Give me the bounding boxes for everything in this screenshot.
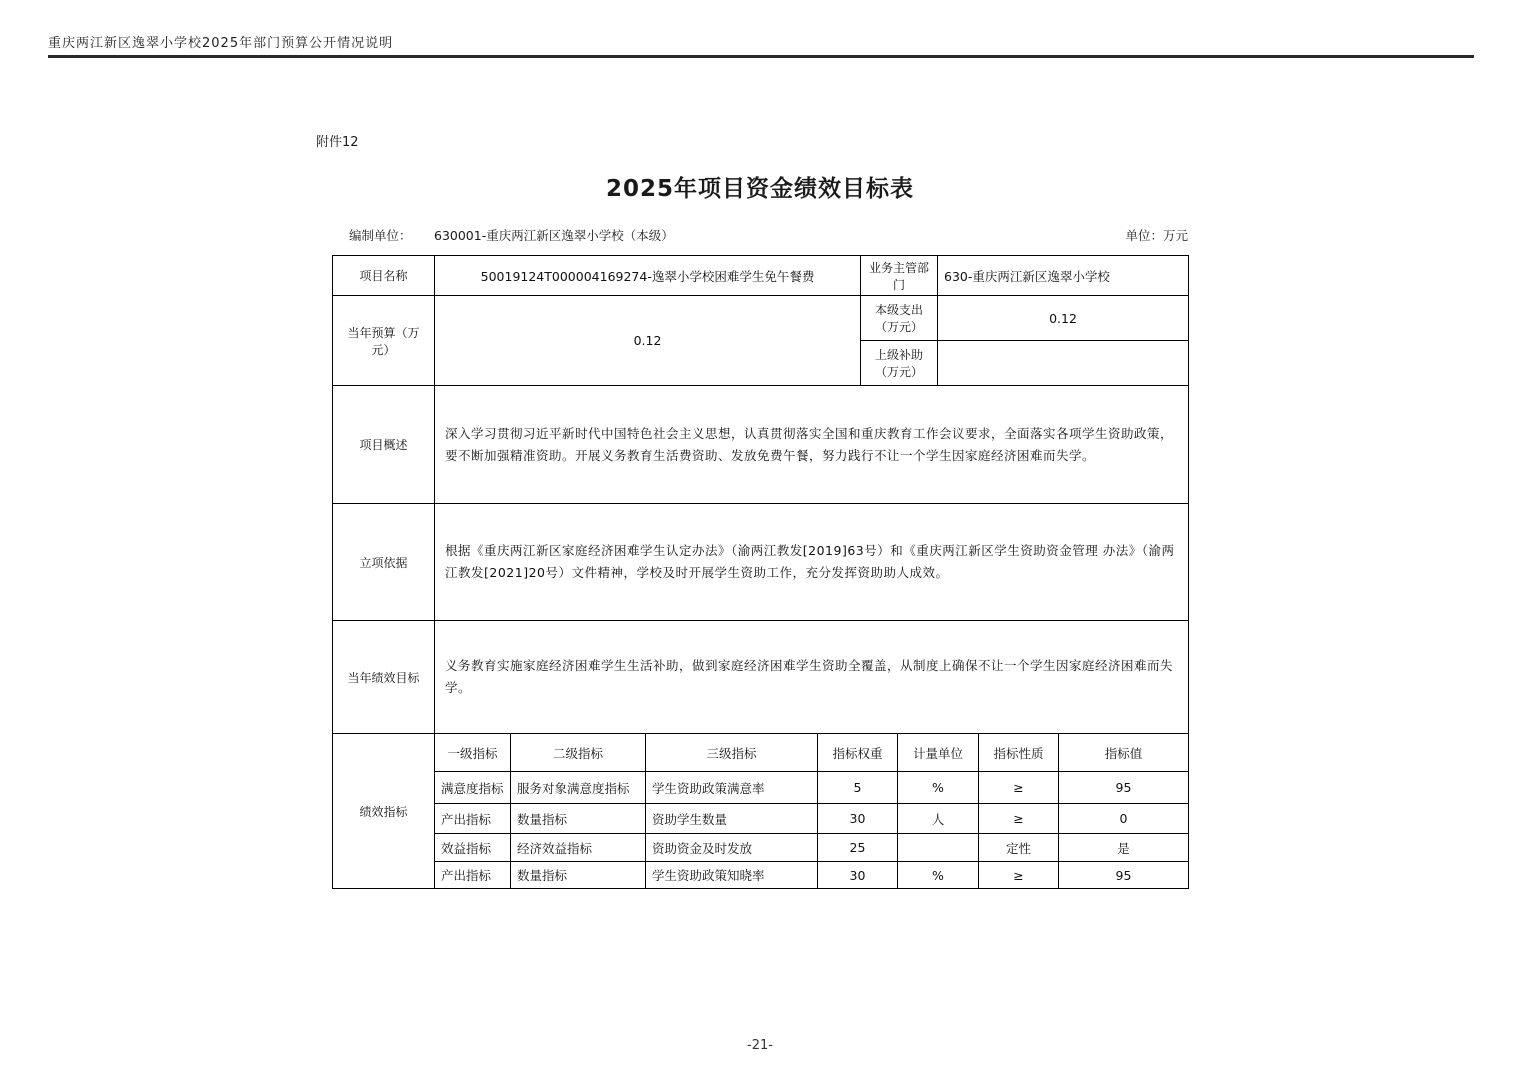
indicator-cell: 资助学生数量 [646,804,818,834]
overview-label: 项目概述 [333,386,435,504]
budget-label: 当年预算（万元） [333,296,435,386]
indicator-cell: 是 [1059,834,1189,862]
table-row [333,504,1189,621]
indicator-cell: 0 [1059,804,1189,834]
goal-label: 当年绩效目标 [333,621,435,734]
indicator-cell: ≥ [979,862,1059,889]
indicator-cell: ≥ [979,804,1059,834]
indicator-cell: 服务对象满意度指标 [511,772,646,804]
indicator-cell: % [898,772,979,804]
table-row [333,296,1189,341]
table-row [333,256,1189,296]
indicator-header-level2: 二级指标 [511,734,646,772]
indicator-cell: 30 [818,862,898,889]
indicator-cell: 5 [818,772,898,804]
indicator-cell [898,834,979,862]
indicator-row [333,772,1189,804]
indicator-cell: 资助资金及时发放 [646,834,818,862]
indicator-header-level1: 一级指标 [435,734,511,772]
indicator-cell: 产出指标 [435,862,511,889]
indicator-cell: 数量指标 [511,862,646,889]
page-title: 2025年项目资金绩效目标表 [605,176,914,202]
table-row [333,386,1189,504]
indicator-cell: 满意度指标 [435,772,511,804]
table-row [333,621,1189,734]
prepared-by-label: 编制单位： [349,228,412,243]
indicator-cell: ≥ [979,772,1059,804]
header-divider [48,55,1474,58]
project-name-label: 项目名称 [333,256,435,296]
indicator-row [333,834,1189,862]
indicator-cell: % [898,862,979,889]
unit-label: 单位：万元 [1125,228,1188,243]
indicator-header-level3: 三级指标 [646,734,818,772]
superior-subsidy-value [938,341,1189,386]
indicator-cell: 25 [818,834,898,862]
indicator-cell: 人 [898,804,979,834]
goal-value: 义务教育实施家庭经济困难学生生活补助，做到家庭经济困难学生资助全覆盖，从制度上确保不让一个学生因家庭经济困难而失学。 [435,621,1189,734]
basis-label: 立项依据 [333,504,435,621]
dept-value: 630-重庆两江新区逸翠小学校 [938,256,1189,296]
project-info-table [332,255,1189,734]
indicator-cell: 学生资助政策知晓率 [646,862,818,889]
indicator-cell: 经济效益指标 [511,834,646,862]
indicator-cell: 数量指标 [511,804,646,834]
indicator-cell: 定性 [979,834,1059,862]
indicator-cell: 30 [818,804,898,834]
budget-value: 0.12 [435,296,861,386]
indicator-table [332,733,1189,889]
indicator-cell: 95 [1059,862,1189,889]
local-expense-label: 本级支出 （万元） [861,296,938,341]
dept-label: 业务主管部门 [861,256,938,296]
budget-table [332,255,1188,889]
indicator-header-value: 指标值 [1059,734,1189,772]
indicator-header-row [333,734,1189,772]
indicator-header-unit: 计量单位 [898,734,979,772]
prepared-by-value: 630001-重庆两江新区逸翠小学校（本级） [434,228,674,243]
project-name-value: 50019124T000004169274-逸翠小学校困难学生免午餐费 [435,256,861,296]
indicators-label: 绩效指标 [333,734,435,889]
superior-subsidy-label: 上级补助 （万元） [861,341,938,386]
attachment-number: 附件12 [316,135,359,150]
basis-value: 根据《重庆两江新区家庭经济困难学生认定办法》（渝两江教发[2019]63号）和《重庆两江新区学生资助资金管理 办法》（渝两江教发[2021]20号）文件精神，学校及时开展学生资助工作，充分发挥资助助人成效。 [435,504,1189,621]
local-expense-value: 0.12 [938,296,1189,341]
indicator-cell: 学生资助政策满意率 [646,772,818,804]
indicator-cell: 95 [1059,772,1189,804]
indicator-row [333,804,1189,834]
overview-value: 深入学习贯彻习近平新时代中国特色社会主义思想，认真贯彻落实全国和重庆教育工作会议要求，全面落实各项学生资助政策，要不断加强精准资助。开展义务教育生活费资助、发放免费午餐，努力践行不让一个学生因家庭经济困难而失学。 [435,386,1189,504]
indicator-cell: 产出指标 [435,804,511,834]
indicator-header-nature: 指标性质 [979,734,1059,772]
indicator-row [333,862,1189,889]
indicator-header-weight: 指标权重 [818,734,898,772]
document-header-text: 重庆两江新区逸翠小学校2025年部门预算公开情况说明 [48,36,394,51]
page-number: -21- [747,1038,773,1053]
indicator-cell: 效益指标 [435,834,511,862]
